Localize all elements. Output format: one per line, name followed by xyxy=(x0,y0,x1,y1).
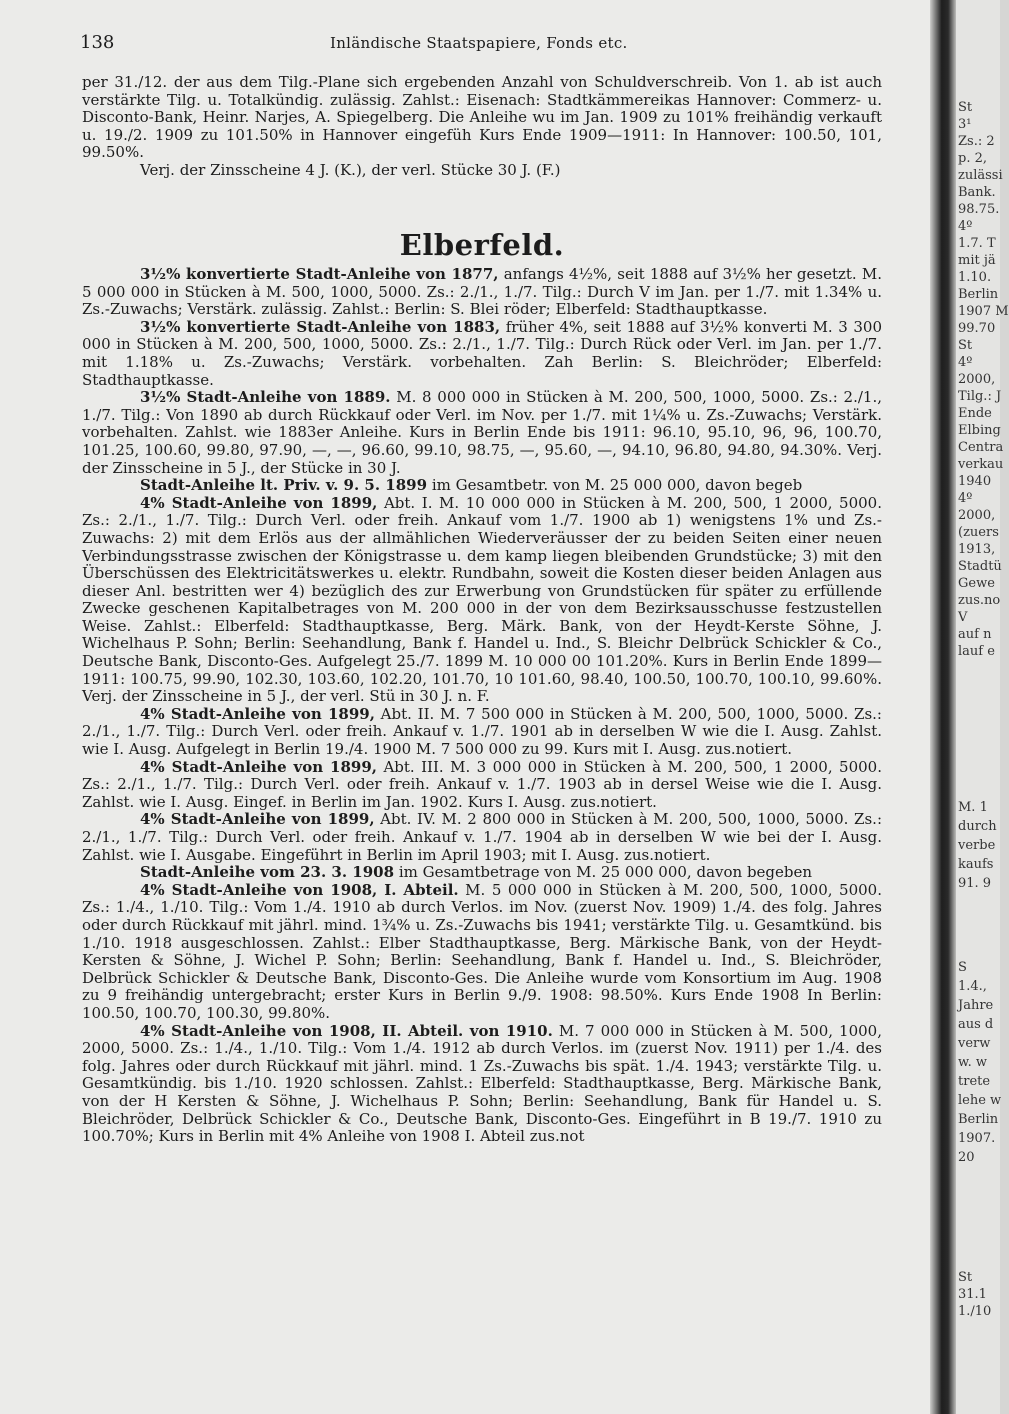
adjacent-page-edge xyxy=(956,0,1009,1414)
adjacent-page-fragment: 99.70 xyxy=(958,321,996,336)
bond-entry xyxy=(82,759,882,812)
bond-details: Abt. I. M. 10 000 000 in Stücken à M. 200, 500, 1 2000, 5000. Zs.: 2./1., 1./7. Tilg.: Durch Verl. oder freih. Ankauf vom 1./7. 1900 ab 1) wenigstens 1% und Zs.-Zuwachs: 2) mit dem Erlös aus der allmählichen Wiederveräusser der zu beiden Seiten einer neuen Verbindungsstrasse zwischen der Königstrasse u. dem kamp liegen bleibenden Grundstücke; 3) mit den Überschüssen des Elektricitätswerkes u. elektr. Rundbahn, soweit die Kosten dieser beiden Anlagen aus dieser Anl. bestritten wer 4) bezüglich des zur Erwerbung von Grundstücken für später zu erfüllende Zwecke geschenen Kapitalbetrages von M. 200 000 in der von dem Bezirksausschusse festzustellen Weise. Zahlst.: Elberfeld: Stadthauptkasse, Berg. Märk. Bank, von der Heydt-Kerste Söhne, J. Wichelhaus P. Sohn; Berlin: Seehandlung, Bank f. Handel u. Ind., S. Bleichr Delbrück Schickler & Co., Deutsche Bank, Disconto-Ges. Aufgelegt 25./7. 1899 M. 10 000 00 101.20%. Kurs in Berlin Ende 1899—1911: 100.75, 99.90, 102.30, 103.60, 102.20, 101.70, 10 101.60, 98.40, 100.50, 100.70, 100.10, 99.60%. Verj. der Zinsscheine in 5 J., der verl. Stü in 30 J. n. F. xyxy=(82,493,882,706)
adjacent-page-fragment: Berlin xyxy=(958,287,999,302)
adjacent-page-fragment: lehe w xyxy=(958,1093,1002,1108)
adjacent-page-fragment: 3¹ xyxy=(958,117,972,132)
adjacent-page-fragment: 4º xyxy=(958,491,973,506)
bond-entry xyxy=(82,882,882,1023)
adjacent-page-fragment: 1.7. T xyxy=(958,236,996,251)
book-gutter xyxy=(930,0,956,1414)
adjacent-page-fragment: M. 1 xyxy=(958,800,988,815)
adjacent-page-fragment: aus d xyxy=(958,1017,994,1032)
bond-details: Abt. IV. M. 2 800 000 in Stücken à M. 200, 500, 1000, 5000. Zs.: 2./1., 1./7. Tilg.: Durch Verl. oder freih. Ankauf v. 1./7. 1904 ab in derselben W wie bei der I. Ausg. Zahlst. wie I. Ausgabe. Eingeführt in Berlin im April 1903; mit I. Ausg. zus.notiert. xyxy=(82,810,882,864)
bond-entry xyxy=(82,389,882,477)
adjacent-page-fragment: lauf e xyxy=(958,644,995,659)
section-title: Elberfeld. xyxy=(399,228,565,262)
adjacent-page-fragment: Centra xyxy=(958,440,1004,455)
bond-heading: 4% Stadt-Anleihe von 1899, xyxy=(140,810,375,829)
bond-entry xyxy=(82,864,882,882)
adjacent-page-fragment: 1907. xyxy=(958,1131,996,1146)
bond-entry xyxy=(82,266,882,319)
bond-entry xyxy=(82,319,882,389)
bond-entry xyxy=(82,477,882,495)
adjacent-page-fragment: durch xyxy=(958,819,997,834)
adjacent-page-fragment: Jahre xyxy=(958,998,994,1013)
adjacent-page-fragment: S xyxy=(958,960,967,975)
adjacent-page-fragment: 98.75. xyxy=(958,202,1000,217)
bond-entry xyxy=(82,811,882,864)
bond-heading: 3½% Stadt-Anleihe von 1889. xyxy=(140,388,391,407)
bond-heading: Stadt-Anleihe vom 23. 3. 1908 xyxy=(140,863,395,882)
bond-details: Abt. II. M. 7 500 000 in Stücken à M. 200, 500, 1000, 5000. Zs.: 2./1., 1./7. Tilg.: Durch Verl. oder freih. Ankauf v. 1./7. 1901 ab in derselben W wie die I. Ausg. Zahlst. wie I. Ausg. Aufgelegt in Berlin 19./4. 1900 M. 7 500 000 zu 99. Kurs mit I. Ausg. zus.notiert. xyxy=(82,704,882,759)
bond-heading: 4% Stadt-Anleihe von 1908, II. Abteil. von 1910. xyxy=(140,1021,553,1040)
adjacent-page-fragment: trete xyxy=(958,1074,991,1089)
adjacent-page-fragment: Stadtü xyxy=(958,559,1002,574)
bond-details: M. 5 000 000 in Stücken à M. 200, 500, 1000, 5000. Zs.: 1./4., 1./10. Tilg.: Vom 1./4. 1910 ab durch Verlos. im Nov. (zuerst Nov. 1909) 1./4. des folg. Jahres oder durch Rückkauf mit jährl. mind. 1¾% u. Zs.-Zuwachs bis 1941; verstärkte Tilg. u. Gesamtkünd. bis 1./10. 1918 ausgeschlossen. Zahlst.: Elber Stadthauptkasse, Berg. Märkische Bank, von der Heydt-Kersten & Söhne, J. Wichel P. Sohn; Berlin: Seehandlung, Bank f. Handel u. Ind., S. Bleichröder, Delbrück Schickler & Deutsche Bank, Disconto-Ges. Die Anleihe wurde vom Konsortium im Aug. 1908 zu 9 freihändig untergebracht; erster Kurs in Berlin 9./9. 1908: 98.50%. Kurs Ende 1908 In Berlin: 100.50, 100.70, 100.30, 99.80%. xyxy=(82,880,882,1022)
bond-details: anfangs 4½%, seit 1888 auf 3½% her gesetzt. M. 5 000 000 in Stücken à M. 500, 1000, 5000. Zs.: 2./1., 1./7. Tilg.: Durch V im Jan. per 1./7. mit 1.34% u. Zs.-Zuwachs; Verstärk. zulässig. Zahlst.: Berlin: S. Blei röder; Elberfeld: Stadthauptkasse. xyxy=(82,265,882,319)
adjacent-page-fragment: 1.10. xyxy=(958,270,992,285)
adjacent-page-fragment: St xyxy=(958,338,973,353)
adjacent-page-fragment: zus.no xyxy=(958,593,1001,608)
bond-details: im Gesamtbetr. von M. 25 000 000, davon begeb xyxy=(427,476,803,495)
page-number: 138 xyxy=(80,32,115,53)
adjacent-page-fragment: Ende xyxy=(958,406,992,421)
adjacent-page-fragment: Tilg.: J xyxy=(958,389,1002,404)
adjacent-page-fragment: 1940 xyxy=(958,474,992,489)
adjacent-page-fragment: St xyxy=(958,100,973,115)
bond-details: M. 8 000 000 in Stücken à M. 200, 500, 1000, 5000. Zs.: 2./1., 1./7. Tilg.: Von 1890 ab durch Rückkauf oder Verl. im Nov. per 1./7. mit 1¼% u. Zs.-Zuwachs; Verstärk. vorbehalten. Zahlst. wie 1883er Anleihe. Kurs in Berlin Ende bis 1911: 96.10, 95.10, 96, 96, 100.70, 101.25, 100.60, 99.80, 97.90, —, —, 96.60, 99.10, 98.75, —, 95.60, —, 94.10, 96.80, 94.80, 94.30%. Verj. der Zinsscheine in 5 J., der Stücke in 30 J. xyxy=(82,388,882,477)
adjacent-page-fragment: Berlin xyxy=(958,1112,999,1127)
intro-paragraph: per 31./12. der aus dem Tilg.-Plane sich ergebenden Anzahl von Schuldverschreib. Von 1. ab ist auch verstärkte Tilg. u. Totalkündig. zulässig. Zahlst.: Eisenach: Stadtkämmereikas Hannover: Commerz- u. Disconto-Bank, Heinr. Narjes, A. Spiegelberg. Die Anleihe wu im Jan. 1909 zu 101% freihändig verkauft u. 19./2. 1909 zu 101.50% in Hannover eingefüh Kurs Ende 1909—1911: In Hannover: 100.50, 101, 99.50%. xyxy=(82,73,882,162)
adjacent-page-fragment: Elbing xyxy=(958,423,1001,438)
adjacent-page-fragment: V xyxy=(958,610,968,625)
bond-heading: 4% Stadt-Anleihe von 1899, xyxy=(140,493,378,512)
bond-heading: 4% Stadt-Anleihe von 1899, xyxy=(140,757,378,776)
adjacent-page-fragment: Gewe xyxy=(958,576,995,591)
adjacent-page-fragment: 1913, xyxy=(958,542,996,557)
adjacent-page-fragment: 1./10 xyxy=(958,1304,992,1319)
adjacent-page-fragment: mit jä xyxy=(958,253,996,268)
bond-details: Abt. III. M. 3 000 000 in Stücken à M. 200, 500, 1 2000, 5000. Zs.: 2./1., 1./7. Tilg.: Durch Verl. oder freih. Ankauf v. 1./7. 1903 ab in dersel Weise wie die I. Ausg. Zahlst. wie I. Ausg. Eingef. in Berlin im Jan. 1902. Kurs I. Ausg. zus.notiert. xyxy=(82,757,882,811)
adjacent-page-fragment: 2000, xyxy=(958,372,996,387)
adjacent-page-fragment: 1907 M xyxy=(958,304,1009,319)
bond-heading: 4% Stadt-Anleihe von 1899, xyxy=(140,704,375,723)
bond-entry xyxy=(82,706,882,759)
bond-heading: 3½% konvertierte Stadt-Anleihe von 1877, xyxy=(140,265,499,283)
bond-details: M. 7 000 000 in Stücken à M. 500, 1000, 2000, 5000. Zs.: 1./4., 1./10. Tilg.: Vom 1./4. 1912 ab durch Verlos. im (zuerst Nov. 1911) per 1./4. des folg. Jahres oder durch Rückkauf mit jährl. mind. 1 Zs.-Zuwachs bis spät. 1./4. 1943; verstärkte Tilg. u. Gesamtkündig. bis 1./10. 1920 schlossen. Zahlst.: Elberfeld: Stadthauptkasse, Berg. Märkische Bank, von der H Kersten & Söhne, J. Wichelhaus P. Sohn; Berlin: Seehandlung, Bank für Handel u. S. Bleichröder, Delbrück Schickler & Co., Deutsche Bank, Disconto-Ges. Eingeführt in B 19./7. 1910 zu 100.70%; Kurs in Berlin mit 4% Anleihe von 1908 I. Abteil zus.not xyxy=(82,1021,882,1146)
adjacent-page-fragment: p. 2, xyxy=(958,151,987,166)
adjacent-page-fragment: St xyxy=(958,1270,973,1285)
bond-entry xyxy=(82,495,882,706)
adjacent-page-fragment: verkau xyxy=(958,457,1004,472)
adjacent-page-fragment: 4º xyxy=(958,219,973,234)
adjacent-page-fragment: 91. 9 xyxy=(958,876,992,891)
bond-details: im Gesamtbetrage von M. 25 000 000, davon begeben xyxy=(394,863,813,882)
page-header xyxy=(80,32,880,54)
bond-heading: 3½% konvertierte Stadt-Anleihe von 1883, xyxy=(140,317,501,336)
adjacent-page-fragment: w. w xyxy=(958,1055,987,1070)
running-title: Inländische Staatspapiere, Fonds etc. xyxy=(330,34,628,52)
bond-heading: 4% Stadt-Anleihe von 1908, I. Abteil. xyxy=(140,880,459,899)
intro-paragraph: Verj. der Zinsscheine 4 J. (K.), der verl. Stücke 30 J. (F.) xyxy=(140,160,561,179)
adjacent-page-fragment: Zs.: 2 xyxy=(958,134,995,149)
adjacent-page-fragment: kaufs xyxy=(958,857,994,872)
adjacent-page-fragment: zulässi xyxy=(958,168,1003,183)
adjacent-page-fragment: 2000, xyxy=(958,508,996,523)
section-body xyxy=(82,266,882,1146)
adjacent-page-fragment: Bank. xyxy=(958,185,996,200)
intro-text xyxy=(82,74,882,180)
adjacent-page-fragment: (zuers xyxy=(958,525,999,540)
adjacent-page-fragment: verw xyxy=(958,1036,991,1051)
bond-entry xyxy=(82,1023,882,1146)
adjacent-page-fragment: verbe xyxy=(958,838,996,853)
bond-heading: Stadt-Anleihe lt. Priv. v. 9. 5. 1899 xyxy=(140,476,428,495)
adjacent-page-fragment: 4º xyxy=(958,355,973,370)
adjacent-page-fragment: 20 xyxy=(958,1150,975,1165)
adjacent-page-fragment: 1.4., xyxy=(958,979,987,994)
adjacent-page-fragment: 31.1 xyxy=(958,1287,987,1302)
bond-details: früher 4%, seit 1888 auf 3½% konverti M. 3 300 000 in Stücken à M. 200, 500, 1000, 5000. Zs.: 2./1., 1./7. Tilg.: Durch Rück oder Verl. im Jan. per 1./7. mit 1.18% u. Zs.-Zuwachs; Verstärk. vorbehalten. Zah Berlin: S. Bleichröder; Elberfeld: Stadthauptkasse. xyxy=(82,317,883,389)
adjacent-page-fragment: auf n xyxy=(958,627,992,642)
